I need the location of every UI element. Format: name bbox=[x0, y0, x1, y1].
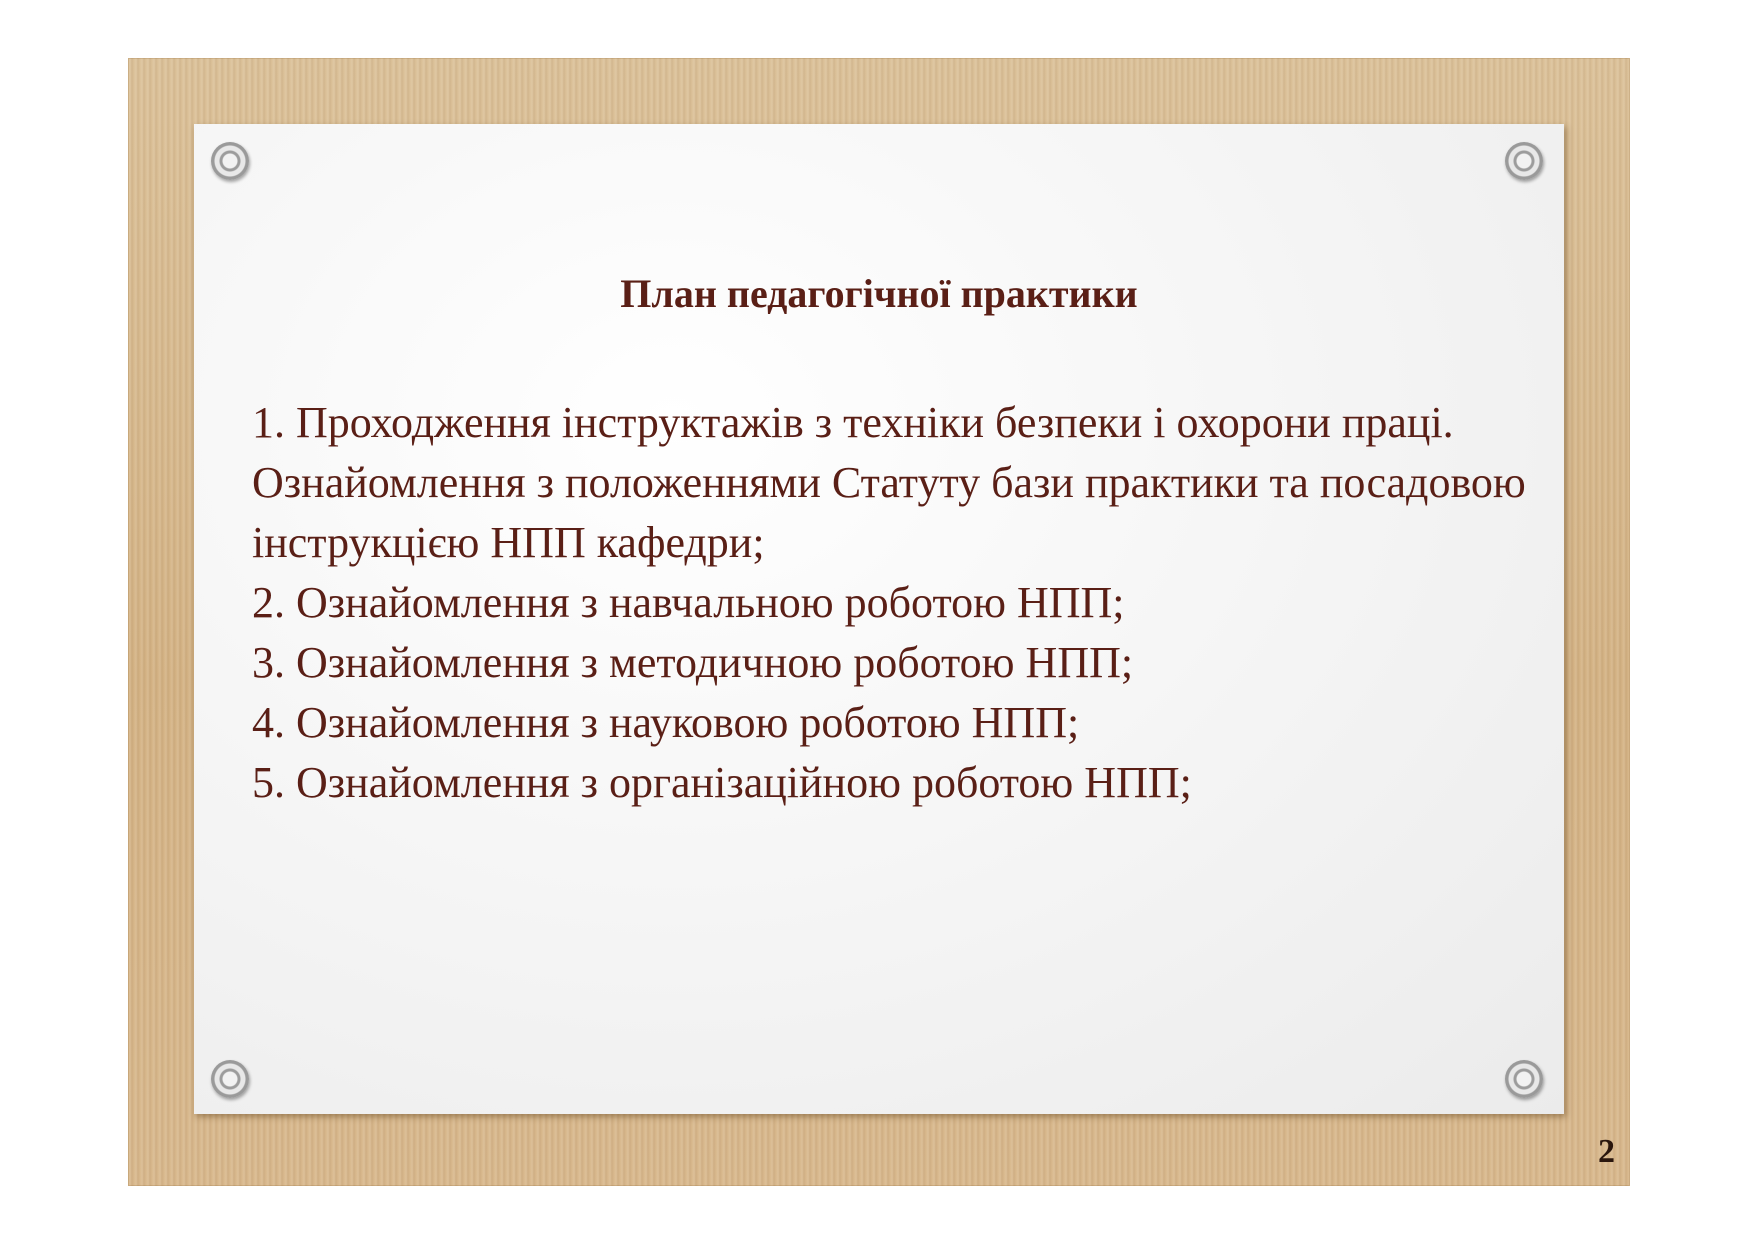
practice-plan-list bbox=[252, 393, 1552, 813]
rivet-icon bbox=[1505, 142, 1543, 180]
rivet-icon bbox=[211, 1060, 249, 1098]
list-item: 1. Проходження інструктажів з техніки безпеки і охорони праці. Ознайомлення з положеннями Статуту бази практики та посадовою інструкцією НПП кафедри; bbox=[252, 398, 1526, 567]
rivet-icon bbox=[1505, 1060, 1543, 1098]
list-item: 4. Ознайомлення з науковою роботою НПП; bbox=[252, 698, 1080, 747]
page-number: 2 bbox=[1598, 1133, 1615, 1170]
slide-title: План педагогічної практики bbox=[620, 271, 1138, 316]
list-item: 3. Ознайомлення з методичною роботою НПП; bbox=[252, 638, 1134, 687]
list-item: 5. Ознайомлення з організаційною роботою НПП; bbox=[252, 758, 1192, 807]
rivet-icon bbox=[211, 142, 249, 180]
list-item: 2. Ознайомлення з навчальною роботою НПП; bbox=[252, 578, 1125, 627]
